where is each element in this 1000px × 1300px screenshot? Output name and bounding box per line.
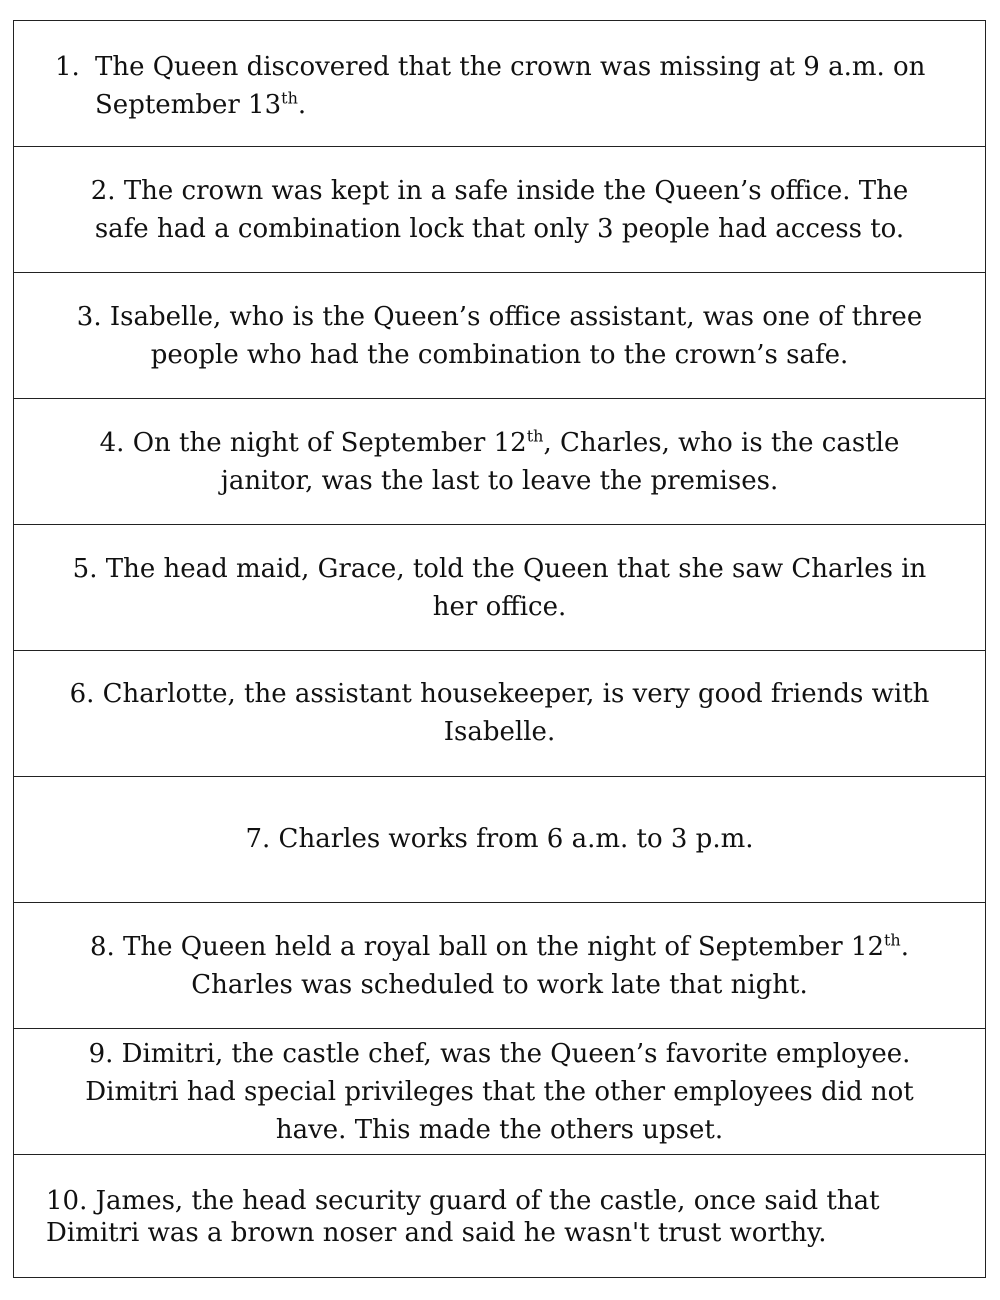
clue-2: 2. The crown was kept in a safe inside the Queen’s office. The safe had a combination lock that only 3 people had access to. <box>90 176 909 244</box>
clue-10: 10. James, the head security guard of the castle, once said that Dimitri was a brown noser and said he wasn't trust worthy. <box>46 1186 880 1248</box>
clue-row-10 <box>14 1155 985 1277</box>
clue-8: 8. The Queen held a royal ball on the night of September 12th. Charles was scheduled to work late that night. <box>89 930 909 1000</box>
clue-row-3 <box>14 273 985 399</box>
clue-row-2 <box>14 147 985 273</box>
clue-9: 9. Dimitri, the castle chef, was the Queen’s favorite employee. Dimitri had special privileges that the other employees did not have. This made the others upset. <box>85 1039 914 1145</box>
clue-1-number: 1. <box>55 52 80 82</box>
clue-row-7 <box>14 777 985 903</box>
clue-sheet <box>13 20 986 1278</box>
clue-row-8 <box>14 903 985 1029</box>
clue-5: 5. The head maid, Grace, told the Queen that she saw Charles in her office. <box>72 554 927 622</box>
clue-row-9 <box>14 1029 985 1155</box>
clue-row-6 <box>14 651 985 777</box>
clue-1 <box>55 48 955 124</box>
clue-row-4 <box>14 399 985 525</box>
clue-row-1 <box>14 21 985 147</box>
clue-4: 4. On the night of September 12th, Charles, who is the castle janitor, was the last to leave the premises. <box>99 426 900 496</box>
clue-6: 6. Charlotte, the assistant housekeeper, is very good friends with Isabelle. <box>69 679 930 747</box>
clue-row-5 <box>14 525 985 651</box>
clue-7: 7. Charles works from 6 a.m. to 3 p.m. <box>245 824 754 854</box>
clue-1-text: The Queen discovered that the crown was missing at 9 a.m. on September 13th. <box>95 52 926 120</box>
clue-3: 3. Isabelle, who is the Queen’s office assistant, was one of three people who had the combination to the crown’s safe. <box>76 302 923 370</box>
